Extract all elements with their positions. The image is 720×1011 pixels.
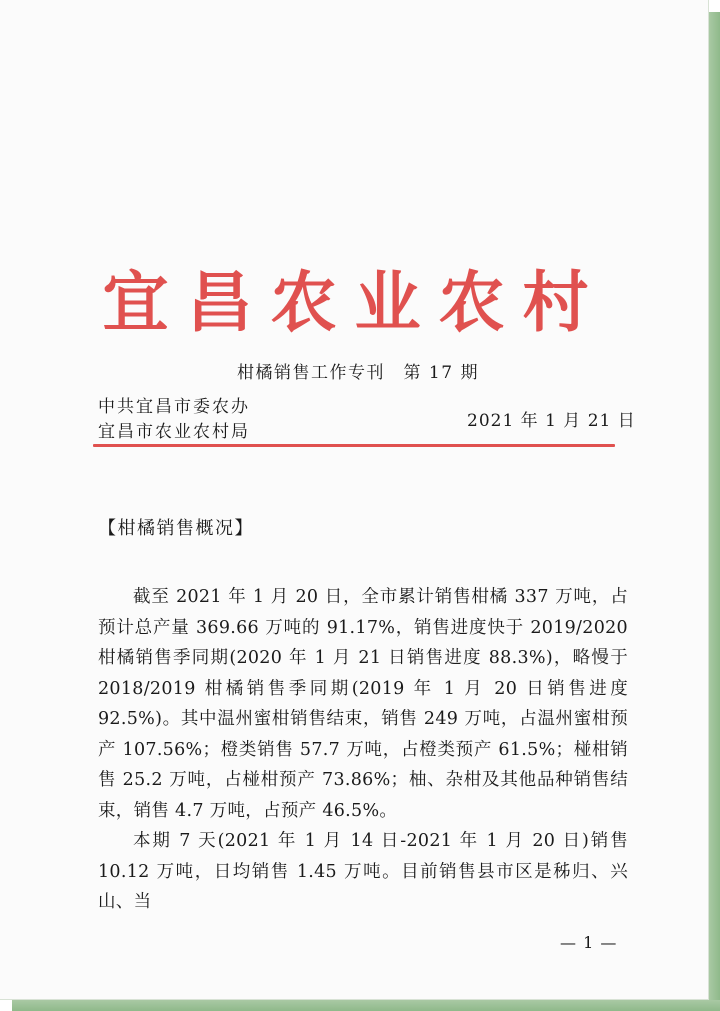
paragraph: 截至 2021 年 1 月 20 日，全市累计销售柑橘 337 万吨，占预计总产量 369.66 万吨的 91.17%，销售进度快于 2019/2020 柑橘销售季同期(2020 年 1 月 21 日销售进度 88.3%)，略慢于 2018/2019 柑橘销售季同期(2019 年 1 月 20 日销售进度 92.5%)。其中温州蜜柑销售结束，销售 249 万吨，占温州蜜柑预产 107.56%；橙类销售 57.7 万吨，占橙类预产 61.5%；椪柑销售 25.2 万吨，占椪柑预产 73.86%；柚、杂柑及其他品种销售结束，销售 4.7 万吨，占预产 46.5%。 [98,587,628,821]
header-divider [93,444,615,447]
body-text [98,582,628,918]
paragraph: 本期 7 天(2021 年 1 月 14 日-2021 年 1 月 20 日)销售 10.12 万吨，日均销售 1.45 万吨。目前销售县市区是秭归、兴山、当 [98,831,628,912]
issuer-line-1: 中共宜昌市委农办 [98,397,250,417]
issue-subtitle: 柑橘销售工作专刊 第 17 期 [237,363,479,383]
masthead-title: 宜昌农业农村 [102,263,607,341]
page-number: — 1 — [560,933,618,952]
issuer-line-2: 宜昌市农业农村局 [98,422,250,442]
section-heading: 【柑橘销售概况】 [98,518,254,539]
issue-date: 2021 年 1 月 21 日 [467,411,636,431]
page-shadow-right [709,12,720,1011]
page-shadow-bottom [12,1000,720,1011]
